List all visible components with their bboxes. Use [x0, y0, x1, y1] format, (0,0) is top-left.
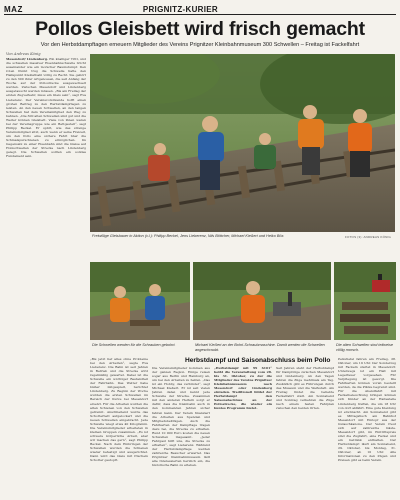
- screw-machine-photo-image: [193, 262, 331, 340]
- section-label: MAZ: [4, 5, 23, 14]
- sidebox-column-3-text: Pelzstiefel fahren am Freitag, 28. Oktober, um 19 Uhr. Der Sonderzug mit Fackeln startet in Mesendorf. Unterwegs ist ein Halt mit Lagerfeuer vorgesehen. Für Verpflegung ist gesorgt. Die Fahrkarten können vorab bestellt werden, da die Plätze begrenzt sind.: [338, 357, 396, 390]
- masthead-strip: [4, 3, 396, 15]
- column-2-text: „Bis jetzt lief alles ohne Probleme bei den Arbeiten“, sagte Eva Lieberenz. Die Bahn ist seit Jahren in Betrieb und die Strecke wird regelmäßig gewartet. Dabei ist die Schwelle ein wichtiger Bestandteil der Fahrbahn. Das Wetter habe bisher mitgespielt, berichtet Lindenberg. Zu Beginn der Woche wurden die ersten Schwellen im Bereich der Kurve bei Mesendorf ersetzt. Für die Arbeiten wurden die alten Schienen von den Schwellen getrennt. Anschließend wurde das Schotterbett aufgelockert und die neuen Schwellen eingebracht. Jede Schwelle wiegt etwa 40 Kilogramm. Die Vereinsmitglieder arbeiteten in kleinen Gruppen zusammen. „Es ist schwere körperliche Arbeit, aber wir machen das gern“, sagt Philipp Beckel. Nach dem Einbringen der Schwellen wurden die Schienen wieder befestigt und ausgerichtet. Dann wird das Gleis mit frischem Schotter gestopft.: [90, 357, 148, 463]
- article-headline: Pollos Gleisbett wird frisch gemacht: [35, 18, 365, 40]
- column-1-text: Ein knalliger Tritt, und die schwellen massiver Eisenbahnschwelle bricht auseinander wie ein morscher Baumstumpf. Den roten Punkt trug die Schwelle hatte den Hallspunkt Kleinstbahl völlig zu Recht. Sie gehört zu den 300 ihrer Artgenossen, die seit Anfang der Woche auf der Pollostrecke ausgewechselt werden. Zwischen Mesendorf und Lindenberg ausgetauscht werden müssen. „Bis am Freitag der ersten Zugverkehr, muss ein Gleis sein“, sagt Eva Lieberenz. Der Vereinsvorsitzende hofft einen großen Beitrag zu den Herbstdampftagen zu leisten. An den neuen Schwellen, an den langen Schwellen hat dem Vereinsmitglied den Weg zu bahnen. „Die 300 alten Schwellen sind gut und die Weiter können Gleisbett. Viele von ihnen waren bei der Vereinsgruppe wie ein Bettgestell“, sagt Philipp Beckel. Er spürt, wie das strenge Vereinsmitglied sitzt, auch wenn er seine Freizeit, um den Pollo eine sichere Fahrt über die Schmalspurschienen zu ermöglichen. Im Gegensatz zu einer Eisenbahn sind die Gleise auf Holzschwellen der Strecke nach Lindenberg gelegt. Die Schwellen sollten ein solides Fundament sein.: [6, 57, 86, 159]
- sidebox-column-3: [338, 357, 396, 497]
- article-column-1: [6, 52, 86, 462]
- sidebox-column-5-text: Mesendorf gibt, im Eintrittspreis sind die Zugfahrt, eine Fackel und ein Getränk enthalten. Der Herbstdampf: läuft am Sonnabend, 29. Oktober, bis Montag, 31. Oktober, ab 10 Uhr. Alle Informationen zu den Zügen und Preisen gibt es beim Verein.: [338, 429, 396, 463]
- paper-name: PRIGNITZ-KURIER: [142, 5, 218, 14]
- sidebox-column-1: [214, 366, 272, 496]
- screw-machine-photo-caption: Michael Kießert an der Bohrl-Schraubmaschine. Damit werden die Schwellen angeschraubt.: [195, 343, 325, 352]
- main-photo-caption: Freiwillige Gleisbauer in Aktion (v.l.): Philipp Beckel, Jens Lieberenz, Nils Böttcher, Michael Kießert und Heiko Böx.: [92, 234, 285, 238]
- photo-credit: FOTOS (3): ANDREAS KÖNIG: [345, 235, 392, 239]
- drilling-photo-image: [90, 262, 190, 340]
- column-3-text: Die Vereinsmitglieder kommen aus der ganzen Region. Einige reisen sogar aus Berlin und Hamburg an, um bei den Arbeiten zu helfen. „Das ist ein Hobby, das verbindet“, sagt Michael Kießert. Er ist seit vielen Jahren dabei und kennt jede Schwelle der Strecke. Zusammen mit den anderen Helfern sorgt er dafür, dass die Kleinbahn auch in den kommenden Jahren sicher fahren kann. Der Verein finanziert die Arbeiten aus Spenden und Mitgliedsbeiträgen. Auch die Fahrkarten der Dampftage tragen dazu bei, die Strecke zu erhalten. Rund 10 000 Euro kosten die neuen Schwellen insgesamt. „Jeder Fahrgast hilft uns, die Strecke zu erhalten“, sagt Lieberenz. Während der Herbstdampftage werden zahlreiche Besucher erwartet. Das Prignitzer Kleinbahnmuseum lädt alle Interessierten herzlich ein, die historische Bahn zu erleben.: [152, 366, 210, 468]
- sidebox-title: Herbstdampf und Saisonabschluss beim Pollo: [185, 357, 331, 364]
- article-subheadline: Vor den Herbstdampftagen erneuern Mitglieder des Vereins Prignitzer Kleinbahnmuseum 300 Schwellen – Freitag ist Fackelfahrt: [40, 42, 360, 48]
- drilling-photo-caption: Die Schwellen werden für die Schrauben gebohrt.: [92, 343, 176, 347]
- dateline: Mesendorf/ Lindenberg.: [6, 57, 48, 62]
- sidebox-column-4-text: Für die Abendfahrt mit Fackelbeleuchtung bringen können sich Kinder an der Haltestelle Lindenberg treffen, die um 18 Uhr von dort abfährt. Eine gute Kleidung ist erwünscht. Am Sonnabend gibt es Mittagstisch am Bahnhof Mesendorf mit Eintopf aus der Gulaschkanone. Der Verein freut sich auf zahlreiche Gäste.: [338, 389, 396, 430]
- old-sleepers-photo-image: [334, 262, 396, 340]
- sidebox-column-1-text: „Herbstdampf mit 99 6101“ heißt die Veranstaltung vom 28. bis 31. Oktober, zu der die Mitglieder des Vereins Prignitzer Kleinbahnmuseum nach Mesendorf oder Lindenberg einladen. Traditionell bildet der Herbstdampf den Saisonabschluss an der Pollostrecke, die wieder ein buntes Programm bietet.: [214, 366, 272, 411]
- screw-machine-photo: [193, 262, 331, 340]
- sidebox-column-2-text: Seit Jahren steht der Herbstdampf für Dampfzüge zwischen Mesendorf und Lindenberg. An den Tagen fahren die Züge mehrmals am Tag. Zusätzlich gibt es Führungen durch das Museum und die Werkstatt. Am Freitag findet die beliebte Fackelfahrt statt. Am Sonnabend und Sonntag verkehren die Züge nach einem festen Fahrplan zwischen den beiden Orten.: [276, 366, 334, 411]
- old-sleepers-photo-caption: Die alten Schwellen sind teilweise völlig morsch.: [336, 343, 393, 352]
- sidebox-column-2: [276, 366, 334, 496]
- article-column-2: [90, 357, 148, 497]
- article-column-3: [152, 366, 210, 496]
- main-photo-image: [90, 54, 395, 232]
- main-photo: [90, 54, 395, 232]
- old-sleepers-photo: [334, 262, 396, 340]
- byline: Von Andreas König: [6, 52, 41, 56]
- drilling-photo: [90, 262, 190, 340]
